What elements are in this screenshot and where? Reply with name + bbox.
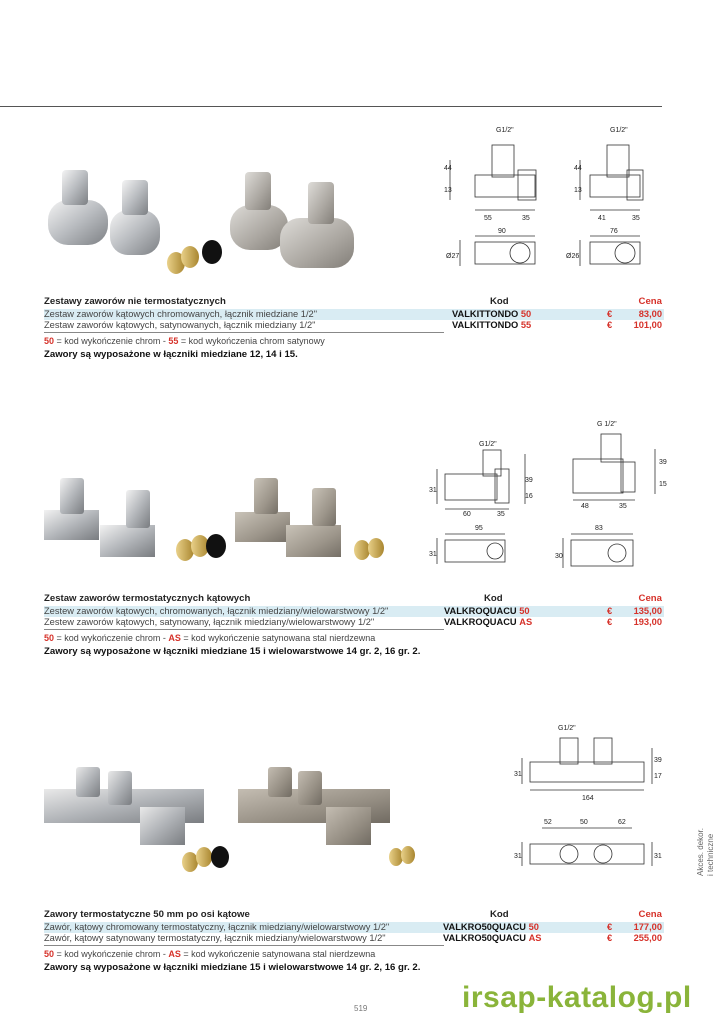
row-code: VALKITTONDO 50 [452,309,532,319]
dim-31a: 31 [429,487,437,494]
dim-52: 52 [544,819,552,826]
row-currency: € [607,933,613,943]
dim-35b: 35 [632,215,640,222]
row-currency: € [607,320,613,330]
row-code: VALKITTONDO 55 [452,320,532,330]
fitting-note: Zawory są wyposażone w łączniki miedziane 12, 14 i 15. [44,349,298,360]
product-photo-section1 [40,160,370,285]
dim-39: 39 [654,757,662,764]
dim-31a: 31 [514,771,522,778]
dim-41: 41 [598,215,606,222]
finish-legend: 50 = kod wykończenie chrom - AS = kod wykończenie satynowana stal nierdzewna [44,949,376,959]
dim-44a: 44 [444,165,452,172]
table-row [44,606,664,617]
dim-g2: G1/2" [610,127,628,134]
row-currency: € [607,922,613,932]
dim-35a: 35 [522,215,530,222]
product-photo-section2 [40,470,400,575]
dim-164: 164 [582,795,594,802]
row-desc: Zestaw zaworów kątowych chromowanych, łącznik miedziane 1/2" [44,309,318,319]
dim-95: 95 [475,525,483,532]
row-price: 255,00 [633,933,662,943]
table-row [44,617,664,628]
section-title: Zestawy zaworów nie termostatycznych [44,296,226,307]
section-title: Zawory termostatyczne 50 mm po osi kątowe [44,909,250,920]
dim-30: 30 [555,553,563,560]
chrome-valve-pair [48,170,160,255]
satin-valve-pair [230,172,354,268]
row-code: VALKROQUACU AS [444,617,533,627]
dim-60: 60 [463,511,471,518]
kod-label: Kod [490,909,509,920]
row-currency: € [607,617,613,627]
table-header [44,296,664,309]
technical-drawing-section3 [512,718,662,878]
cena-label: Cena [638,593,662,604]
fitting-note: Zawory są wyposażone w łączniki miedziane 15 i wielowarstwowe 14 gr. 2, 16 gr. 2. [44,962,421,973]
product-table-section1 [44,296,664,360]
row-desc: Zestaw zaworów kątowych, satynowanych, łącznik miedziany 1/2" [44,320,316,330]
table-row [44,320,664,331]
row-currency: € [607,606,613,616]
dim-31c: 31 [654,853,662,860]
table-header [44,909,664,922]
top-rule [0,106,662,107]
dim-50: 50 [580,819,588,826]
technical-drawing-section2 [425,414,670,574]
dim-31b: 31 [514,853,522,860]
table-row [44,309,664,320]
dim-g1: G1/2" [496,127,514,134]
row-desc: Zawór, kątowy satynowany termostatyczny, łącznik miedziany/wielowarstwowy 1/2" [44,933,386,943]
dim-g2: G 1/2" [597,421,617,428]
cena-label: Cena [638,296,662,307]
side-category-label [692,808,722,878]
row-price: 83,00 [638,309,662,319]
dim-31b: 31 [429,551,437,558]
divider [44,332,444,333]
dim-44b: 44 [574,165,582,172]
dim-g1: G1/2" [558,725,576,732]
product-photo-section3 [40,765,420,885]
table-header [44,593,664,606]
row-price: 101,00 [633,320,662,330]
row-code: VALKRO50QUACU AS [443,933,542,943]
row-price: 193,00 [633,617,662,627]
dim-48: 48 [581,503,589,510]
kod-label: Kod [484,593,503,604]
dim-13a: 13 [444,187,452,194]
divider [44,945,444,946]
svg-text:i techniczne: i techniczne [706,833,715,876]
row-price: 177,00 [633,922,662,932]
row-price: 135,00 [633,606,662,616]
svg-text:Akces. dekor.: Akces. dekor. [696,827,705,876]
technical-drawing-section1 [420,120,660,280]
fittings [167,240,222,274]
dim-39b: 39 [659,459,667,466]
dim-39a: 39 [525,477,533,484]
row-desc: Zestew zaworów kątowych, satynowany, łącznik miedziany/wielowarstwowy 1/2" [44,617,375,627]
table-row [44,933,664,944]
dim-90: 90 [498,228,506,235]
row-desc: Zawór, kątowy chromowany termostatyczny, łącznik miedziany/wielowarstwowy 1/2" [44,922,390,932]
dim-26: Ø26 [566,253,580,260]
row-desc: Zestew zaworów kątowych, chromowanych, łącznik miedziany/wielowarstwowy 1/2" [44,606,389,616]
finish-legend: 50 = kod wykończenie chrom - 55 = kod wykończenia chrom satynowy [44,336,325,346]
dim-35a: 35 [497,511,505,518]
dim-62: 62 [618,819,626,826]
divider [44,629,444,630]
dim-16: 16 [525,493,533,500]
row-code: VALKROQUACU 50 [444,606,530,616]
row-currency: € [607,309,613,319]
table-row [44,922,664,933]
dim-13b: 13 [574,187,582,194]
finish-legend: 50 = kod wykończenie chrom - AS = kod wykończenie satynowana stal nierdzewna [44,633,376,643]
row-code: VALKRO50QUACU 50 [443,922,539,932]
dim-76: 76 [610,228,618,235]
watermark: irsap-katalog.pl [462,981,692,1014]
dim-17: 17 [654,773,662,780]
dim-55: 55 [484,215,492,222]
cena-label: Cena [638,909,662,920]
section-title: Zestaw zaworów termostatycznych kątowych [44,593,251,604]
page-number: 519 [354,1004,368,1013]
dim-g1: G1/2" [479,441,497,448]
dim-35b: 35 [619,503,627,510]
fitting-note: Zawory są wyposażone w łączniki miedziane 15 i wielowarstwowe 14 gr. 2, 16 gr. 2. [44,646,421,657]
dim-27: Ø27 [446,253,460,260]
kod-label: Kod [490,296,509,307]
dim-15: 15 [659,481,667,488]
dim-83: 83 [595,525,603,532]
product-table-section3 [44,909,664,973]
product-table-section2 [44,593,664,657]
